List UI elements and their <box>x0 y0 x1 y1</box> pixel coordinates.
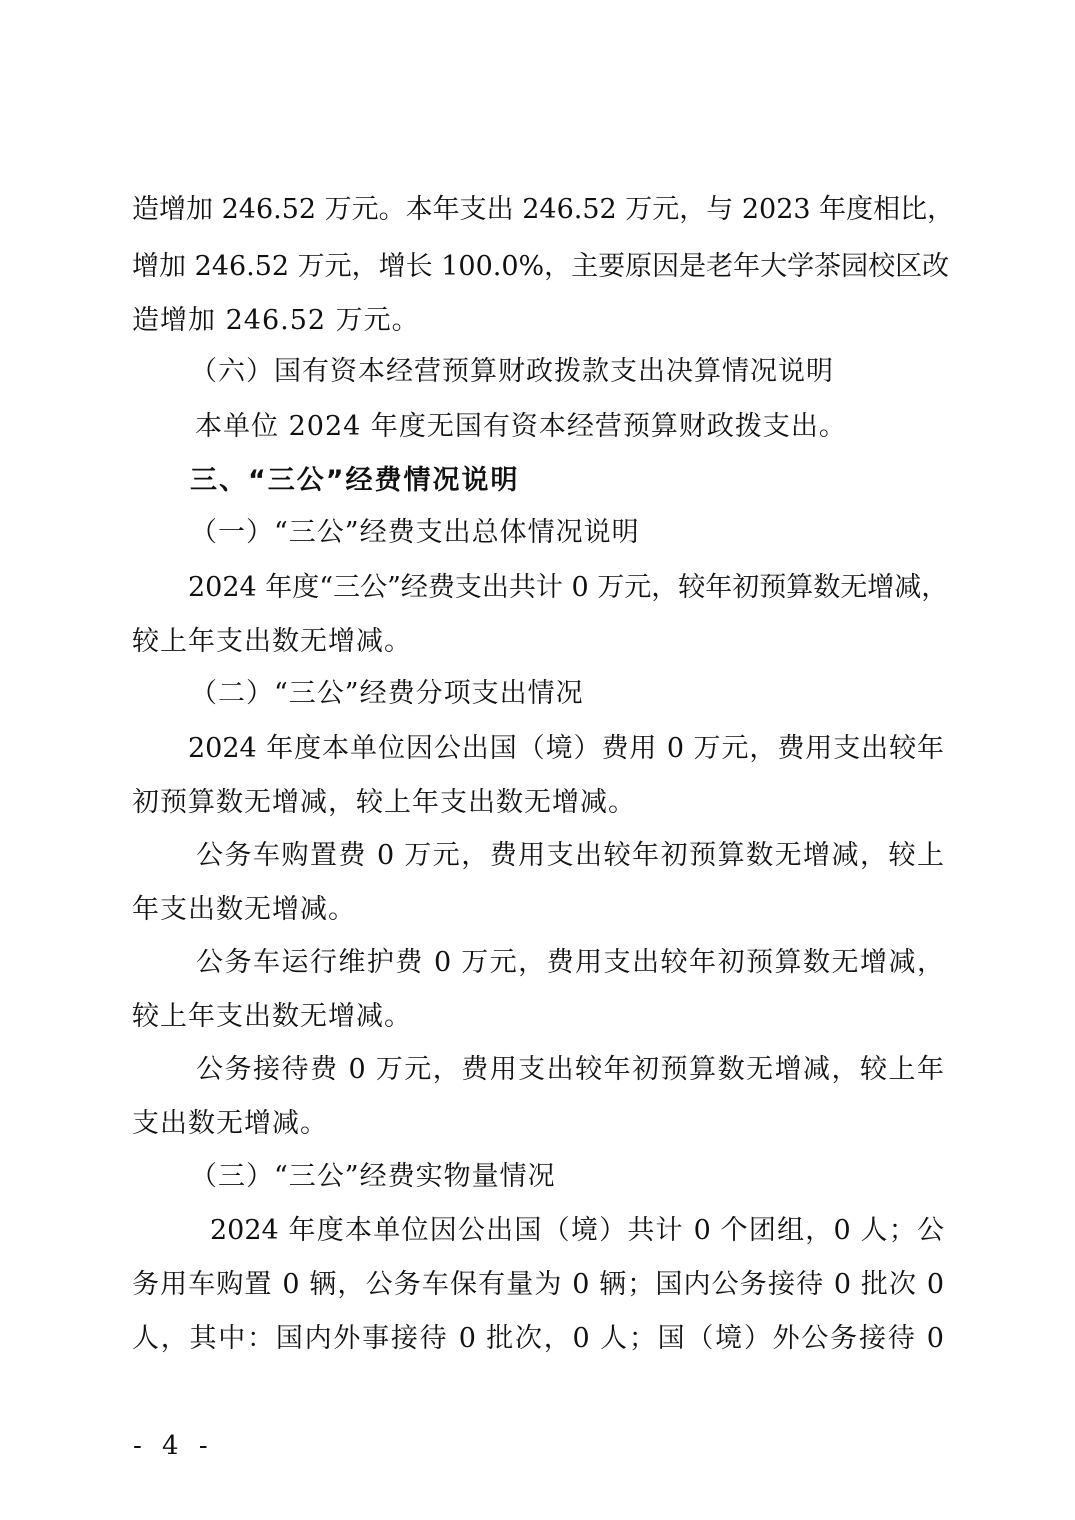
body-text-line: 公务接待费 0 万元，费用支出较年初预算数无增减，较上年 <box>196 1054 944 1085</box>
subsection-heading-1: （一）“三公”经费支出总体情况说明 <box>190 517 640 548</box>
body-text-line: 2024 年度本单位因公出国（境）共计 0 个团组，0 人；公 <box>210 1215 944 1246</box>
body-text-line: 公务车购置费 0 万元，费用支出较年初预算数无增减，较上 <box>196 840 944 871</box>
body-text-line: 较上年支出数无增减。 <box>132 626 412 657</box>
section-heading-6: （六）国有资本经营预算财政拨款支出决算情况说明 <box>190 356 834 387</box>
body-text-line: 公务车运行维护费 0 万元，费用支出较年初预算数无增减， <box>196 947 944 978</box>
body-text-line: 支出数无增减。 <box>132 1108 328 1139</box>
body-text-line: 初预算数无增减，较上年支出数无增减。 <box>132 787 636 818</box>
body-text-line: 本单位 2024 年度无国有资本经营预算财政拨支出。 <box>195 411 847 442</box>
body-text-line: 增加 246.52 万元，增长 100.0%，主要原因是老年大学茶园校区改 <box>132 251 950 282</box>
body-text-line: 2024 年度“三公”经费支出共计 0 万元，较年初预算数无增减， <box>188 572 949 603</box>
subsection-heading-2: （二）“三公”经费分项支出情况 <box>190 678 584 709</box>
page-number: - 4 - <box>133 1431 214 1461</box>
subsection-heading-3: （三）“三公”经费实物量情况 <box>190 1161 556 1192</box>
body-text-line: 造增加 246.52 万元。 <box>132 305 420 336</box>
body-text-line: 年支出数无增减。 <box>132 894 356 925</box>
body-text-line: 人，其中：国内外事接待 0 批次，0 人；国（境）外公务接待 0 <box>132 1323 944 1354</box>
body-text-line: 造增加 246.52 万元。本年支出 246.52 万元，与 2023 年度相比， <box>132 194 955 225</box>
body-text-line: 2024 年度本单位因公出国（境）费用 0 万元，费用支出较年 <box>188 733 944 764</box>
body-text-line: 较上年支出数无增减。 <box>132 1001 412 1032</box>
body-text-line: 务用车购置 0 辆，公务车保有量为 0 辆；国内公务接待 0 批次 0 <box>132 1269 944 1300</box>
section-heading-3: 三、“三公”经费情况说明 <box>190 465 520 496</box>
